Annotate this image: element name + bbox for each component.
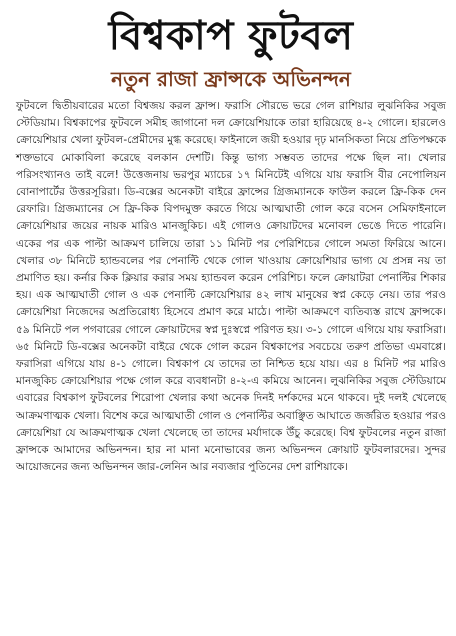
article-body: ফুটবলে দ্বিতীয়বারের মতো বিশ্বজয় করল ফ্রান্স। ফরাসি সৌরভে ভরে গেল রাশিয়ার লুঝনিকির সবুজ স্টেডিয়াম। বিশ্বকাপের ফুটবলে সমীহ জাগানো দল ক্রোয়েশিয়াকে তারা হারিয়েছে ৪-২ গোলে। হারলেও ক্রোয়েশিয়ার খেলা ফুটবল-প্রেমীদের মুগ্ধ করেছে। ফাইনালে জয়ী হওয়ার দৃঢ় মানসিকতা নিয়ে প্রতিপক্ষকে শক্তভাবে মোকাবিলা করেছে বলকান দেশটি। কিন্তু ভাগ্য সম্ভবত তাদের পক্ষে ছিল না। খেলার পরিসংখ্যানও তাই বলে! উত্তেজনায় ভরপুর ম্যাচের ১৭ মিনিটেই এগিয়ে যায় ফরাসি বীর নেপোলিয়ন বোনাপার্টের উত্তরসূরিরা। ডি-বক্সের অনেকটা বাইরে ফ্রান্সের গ্রিজম্যানকে ফাউল করলে ফ্রি-কিক দেন রেফারি। গ্রিজম্যানের সে ফ্রি-কিক বিপদমুক্ত করতে গিয়ে আত্মঘাতী গোল করে বসেন সেমিফাইনালে ক্রোয়েশিয়ার জয়ের নায়ক মারিও মানজুকিচ। এই গোলও ক্রোয়াটদের মনোবল ভেঙে দিতে পারেনি। একের পর এক পাল্টা আক্রমণ চালিয়ে তারা ১১ মিনিট পর পেরিশিচের গোলে সমতা ফিরিয়ে আনে। খেলার ৩৮ মিনিটে হ্যান্ডবলের পর পেনাল্টি থেকে গোল খাওয়ায় ক্রোয়েশিয়ার ভাগ্য যে প্রসন্ন নয় তা প্রমাণিত হয়। কর্নার কিক ক্লিয়ার করার সময় হ্যান্ডবল করেন পেরিশিচ। ফলে ক্রোয়াটরা পেনাল্টির শিকার হয়। এক আত্মঘাতী গোল ও এক পেনাল্টি ক্রোয়েশিয়ার ৪২ লাখ মানুষের স্বপ্ন কেড়ে নেয়। তার পরও ক্রোয়েশিয়া নিজেদের অপ্রতিরোধ্য হিসেবে প্রমাণ করে মাঠে। পাল্টা আক্রমণে ব্যতিব্যস্ত রাখে ফ্রান্সকে। ৫৯ মিনিটে পল পগবারের গোলে ক্রোয়াটদের স্বপ্ন দুঃস্বপ্নে পরিণত হয়। ৩-১ গোলে এগিয়ে যায় ফরাসিরা। ৬৫ মিনিটে ডি-বক্সের অনেকটা বাইরে থেকে গোল করেন বিশ্বকাপের সবচেয়ে তরুণ প্রতিভা এমবাপ্পে। ফরাসিরা এগিয়ে যায় ৪-১ গোলে। বিশ্বকাপ যে তাদের তা নিশ্চিত হয়ে যায়। এর ৪ মিনিট পর মারিও মানজুকিচ ক্রোয়েশিয়ার পক্ষে গোল করে ব্যবধানটা ৪-২-এ কমিয়ে আনেন। লুঝনিকির সবুজ স্টেডিয়ামে এবারের বিশ্বকাপ ফুটবলের শিরোপা খেলার কথা অনেক দিনই দর্শকদের মনে থাকবে। দুই দলই খেলেছে আক্রমণাত্মক খেলা। বিশেষ করে আত্মঘাতী গোল ও পেনাল্টির অবাঞ্ছিত আঘাতে জর্জরিত হওয়ার পরও ক্রোয়েশিয়া যে আক্রমণাত্মক খেলা খেলেছে তা তাদের মর্যাদাকে উঁচু করেছে। বিশ্ব ফুটবলের নতুন রাজা ফ্রান্সকে আমাদের অভিনন্দন। হার না মানা মনোভাবের জন্য অভিনন্দন ক্রোয়াট ফুটবলারদের। সুন্দর আয়োজনের জন্য অভিনন্দন জার-লেনিন আর নব্যজার পুতিনের দেশ রাশিয়াকে। — [16, 100, 446, 474]
article-subheadline: নতুন রাজা ফ্রান্সকে অভিনন্দন — [111, 67, 351, 91]
article-headline: বিশ্বকাপ ফুটবল — [108, 13, 354, 59]
